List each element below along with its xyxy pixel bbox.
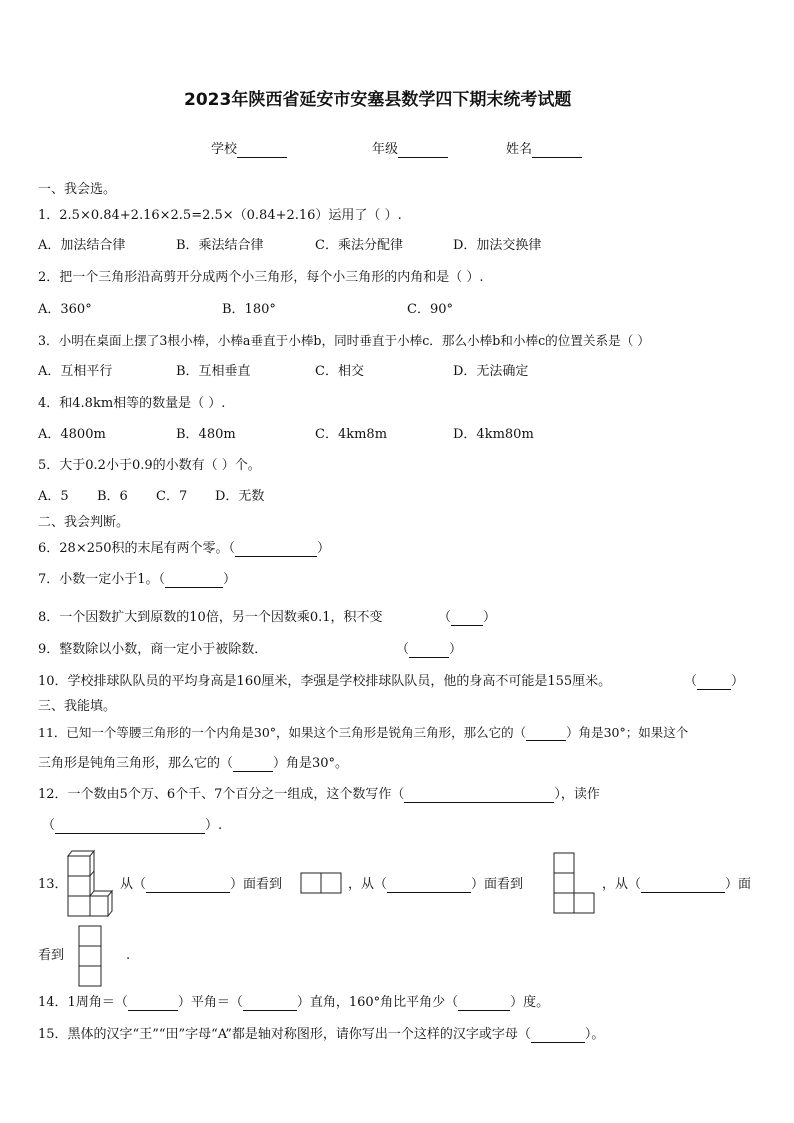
- question-3-stem: 3．小明在桌面上摆了3根小棒，小棒a垂直于小棒b，同时垂直于小棒c．那么小棒b和小棒c的位置关系是（ ）: [38, 333, 650, 348]
- q9-text: 9．整数除以小数，商一定小于被除数．: [38, 642, 268, 657]
- q5-option-c: C．7: [156, 489, 188, 504]
- q12-text-2b: ）.: [205, 818, 223, 833]
- q13-line2-text: 看到: [38, 948, 65, 963]
- q14-blank-2[interactable]: [243, 997, 297, 1011]
- q1-option-b: B．乘法结合律: [176, 238, 264, 253]
- q9-answer-blank[interactable]: [409, 644, 449, 658]
- q2-option-a: A．360°: [38, 302, 92, 317]
- page-title: 2023年陕西省延安市安塞县数学四下期末统考试题: [184, 90, 572, 110]
- q11-text-2b: ）角是30°。: [273, 756, 349, 771]
- grade-label: 年级: [372, 142, 399, 157]
- q11-blank-2[interactable]: [233, 758, 273, 772]
- section-heading-judge: 二、我会判断。: [38, 515, 130, 530]
- question-9: [38, 642, 267, 658]
- q6-answer-blank[interactable]: [235, 543, 317, 557]
- q10-text: 10．学校排球队队员的平均身高是160厘米，李强是学校排球队队员，他的身高不可能是155厘米。: [38, 674, 612, 689]
- q4-option-d: D．4km80m: [453, 427, 534, 442]
- q8-answer-blank[interactable]: [451, 612, 483, 626]
- cube-stack-drawing: [64, 848, 114, 918]
- q12-text-1b: ），读作: [554, 787, 600, 802]
- q10-answer: [684, 674, 744, 690]
- q6-text: 6．28×250积的末尾有两个零。（: [38, 541, 236, 556]
- q9-close: ）: [449, 642, 463, 657]
- q8-close: ）: [483, 610, 497, 625]
- q9-open: （: [396, 642, 410, 657]
- q14-text-d: ）度。: [510, 995, 550, 1010]
- q12-text-2a: （: [42, 818, 56, 833]
- q12-blank-2[interactable]: [55, 820, 205, 834]
- q13-see-1: ）面看到: [230, 877, 283, 892]
- q3-option-a: A．互相平行: [38, 364, 113, 379]
- grade-field: [372, 142, 448, 158]
- l-shape-squares: [553, 852, 597, 916]
- question-14: [38, 995, 549, 1011]
- q13-from-2: ，从（: [348, 877, 388, 892]
- q13-blank-1[interactable]: [146, 879, 230, 893]
- question-6: [38, 541, 330, 557]
- view-vertical-squares: [78, 925, 104, 993]
- q14-blank-1[interactable]: [128, 997, 178, 1011]
- q3-option-c: C．相交: [315, 364, 364, 379]
- question-8: [38, 610, 383, 626]
- question-12-line2: [42, 818, 222, 834]
- q15-blank[interactable]: [531, 1029, 585, 1043]
- q13-blank-2[interactable]: [387, 879, 471, 893]
- q6-close: ）: [317, 541, 331, 556]
- school-label: 学校: [211, 142, 238, 157]
- q9-answer: [396, 642, 462, 658]
- q5-option-b: B．6: [97, 489, 128, 504]
- question-11-line1: [38, 725, 688, 741]
- cube-stack-figure: [64, 848, 114, 918]
- q13-see-3: ）面: [725, 877, 752, 892]
- grade-blank[interactable]: [398, 144, 448, 158]
- q13-from-1: 从（: [120, 877, 147, 892]
- q14-text-a: 14．1周角＝（: [38, 995, 128, 1010]
- name-blank[interactable]: [532, 144, 582, 158]
- question-5-stem: 5．大于0.2小于0.9的小数有（ ）个。: [38, 458, 261, 473]
- question-12-line1: [38, 787, 600, 803]
- q15-text-a: 15．黑体的汉字“王”“田”字母“A”都是轴对称图形，请你写出一个这样的汉字或字母（: [38, 1027, 531, 1042]
- q13-part-1: [120, 877, 282, 893]
- view-two-squares-horizontal: [300, 872, 344, 898]
- q10-answer-blank[interactable]: [697, 676, 731, 690]
- q11-text-1b: ）角是30°；如果这个: [566, 725, 689, 740]
- q3-option-b: B．互相垂直: [176, 364, 251, 379]
- q4-option-a: A．4800m: [38, 427, 106, 442]
- q13-part-3: [602, 877, 751, 893]
- q8-answer: [438, 610, 496, 626]
- q13-blank-3[interactable]: [641, 879, 725, 893]
- name-label: 姓名: [506, 142, 533, 157]
- q12-text-1a: 12．一个数由5个万、6个千、7个百分之一组成，这个数写作（: [38, 787, 405, 802]
- three-vertical-squares: [78, 925, 104, 989]
- q4-option-c: C．4km8m: [315, 427, 388, 442]
- q1-option-a: A．加法结合律: [38, 238, 126, 253]
- q7-close: ）: [223, 572, 237, 587]
- q5-option-d: D．无数: [215, 489, 265, 504]
- question-1-stem: 1．2.5×0.84+2.16×2.5=2.5×（0.84+2.16）运用了（ ）.: [38, 208, 402, 223]
- school-field: [211, 142, 287, 158]
- question-15: [38, 1027, 604, 1043]
- name-field: [506, 142, 582, 158]
- q8-open: （: [438, 610, 452, 625]
- q14-text-c: ）直角，160°角比平角少（: [296, 995, 459, 1010]
- question-4-stem: 4．和4.8km相等的数量是（ ）.: [38, 396, 226, 411]
- q14-text-b: ）平角＝（: [177, 995, 243, 1010]
- q11-text-1a: 11．已知一个等腰三角形的一个内角是30°，如果这个三角形是锐角三角形，那么它的（: [38, 725, 527, 740]
- q11-blank-1[interactable]: [526, 727, 566, 741]
- q10-close: ）: [731, 674, 745, 689]
- q13-from-3: ，从（: [602, 877, 642, 892]
- q8-text: 8．一个因数扩大到原数的10倍，另一个因数乘0.1，积不变: [38, 610, 383, 625]
- q1-option-c: C．乘法分配律: [315, 238, 403, 253]
- school-blank[interactable]: [237, 144, 287, 158]
- q3-option-d: D．无法确定: [453, 364, 529, 379]
- view-l-shape: [553, 852, 597, 920]
- section-heading-fill: 三、我能填。: [38, 699, 117, 714]
- q7-answer-blank[interactable]: [165, 574, 223, 588]
- q13-number: 13．: [38, 877, 68, 892]
- q11-text-2a: 三角形是钝角三角形，那么它的（: [38, 756, 234, 771]
- two-horizontal-squares: [300, 872, 344, 894]
- section-heading-choice: 一、我会选。: [38, 182, 117, 197]
- q13-part-2: [348, 877, 523, 893]
- q1-option-d: D．加法交换律: [453, 238, 542, 253]
- q4-option-b: B．480m: [176, 427, 236, 442]
- q10-open: （: [684, 674, 698, 689]
- q15-text-b: ）。: [584, 1027, 605, 1042]
- q13-period: .: [126, 948, 131, 963]
- q2-option-c: C．90°: [407, 302, 453, 317]
- question-7: [38, 572, 236, 588]
- question-2-stem: 2．把一个三角形沿高剪开分成两个小三角形，每个小三角形的内角和是（ ）.: [38, 270, 484, 285]
- question-10: [38, 674, 611, 690]
- q2-option-b: B．180°: [222, 302, 276, 317]
- q13-see-2: ）面看到: [471, 877, 524, 892]
- q12-blank-1[interactable]: [404, 789, 554, 803]
- q5-option-a: A．5: [38, 489, 69, 504]
- q14-blank-3[interactable]: [458, 997, 510, 1011]
- q7-text: 7．小数一定小于1。（: [38, 572, 166, 587]
- question-11-line2: [38, 756, 348, 772]
